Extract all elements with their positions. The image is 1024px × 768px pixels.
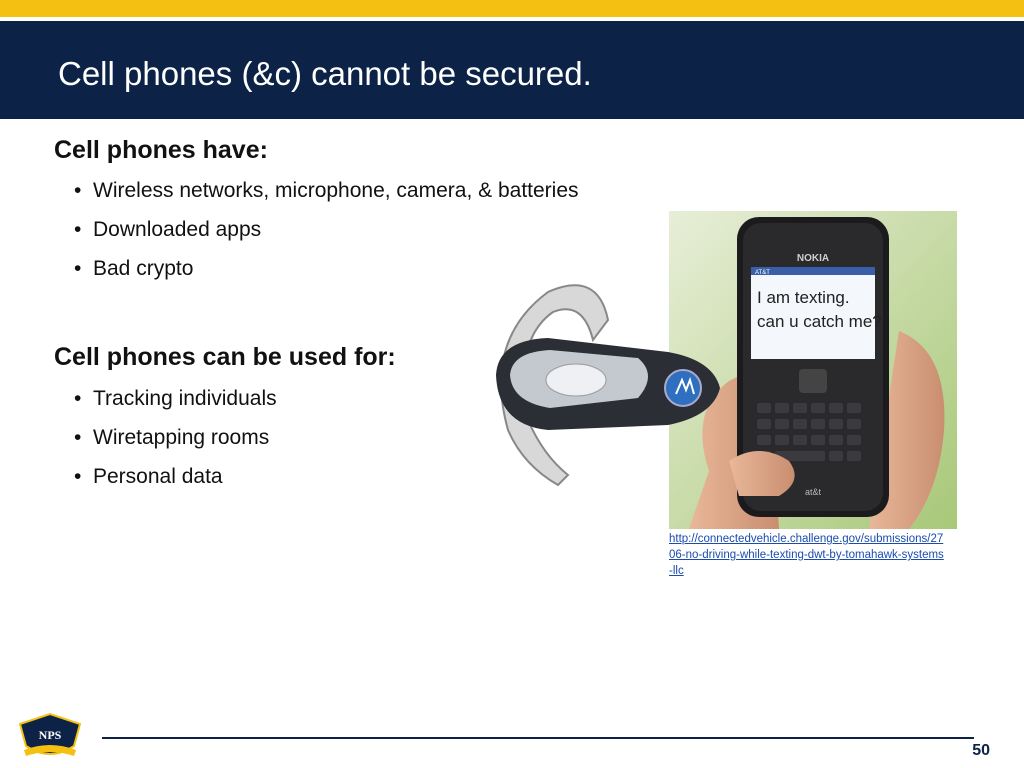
phone-bottom-brand: at&t bbox=[804, 487, 822, 497]
bullet-list-have bbox=[74, 171, 579, 288]
bullet-text: Tracking individuals bbox=[93, 387, 277, 410]
bullet-text: Personal data bbox=[93, 465, 223, 488]
nps-logo bbox=[16, 710, 84, 762]
bluetooth-headset-image bbox=[488, 280, 728, 490]
bullet-dot: • bbox=[74, 387, 82, 410]
bullet-text: Downloaded apps bbox=[93, 218, 262, 241]
bullet-list-used-for bbox=[74, 379, 277, 496]
bullet-dot: • bbox=[74, 218, 82, 241]
logo-text: NPS bbox=[38, 728, 62, 742]
phone-message-line1: I am texting. bbox=[757, 288, 850, 307]
bullet-dot: • bbox=[74, 257, 82, 280]
list-item bbox=[74, 418, 277, 457]
list-item bbox=[74, 171, 579, 210]
page-number: 50 bbox=[972, 742, 990, 759]
phone-brand: NOKIA bbox=[796, 253, 830, 264]
footer-divider bbox=[102, 737, 974, 739]
bullet-text: Wiretapping rooms bbox=[93, 426, 270, 449]
bullet-dot: • bbox=[74, 465, 82, 488]
bullet-text: Bad crypto bbox=[93, 257, 194, 280]
slide-title: Cell phones (&c) cannot be secured. bbox=[58, 55, 592, 92]
list-item bbox=[74, 379, 277, 418]
list-item bbox=[74, 210, 579, 249]
section-heading-have: Cell phones have: bbox=[54, 136, 268, 164]
image-source-link[interactable]: http://connectedvehicle.challenge.gov/submissions/2706-no-driving-while-texting-dwt-by-tomahawk-systems-llc bbox=[669, 533, 944, 577]
bullet-text: Wireless networks, microphone, camera, & batteries bbox=[93, 179, 579, 202]
top-accent-bar bbox=[0, 0, 1024, 17]
bullet-dot: • bbox=[74, 179, 82, 202]
phone-carrier: AT&T bbox=[755, 270, 770, 276]
section-heading-used-for: Cell phones can be used for: bbox=[54, 343, 396, 371]
bullet-dot: • bbox=[74, 426, 82, 449]
phone-message-line2: can u catch me? bbox=[757, 312, 882, 331]
list-item bbox=[74, 457, 277, 496]
